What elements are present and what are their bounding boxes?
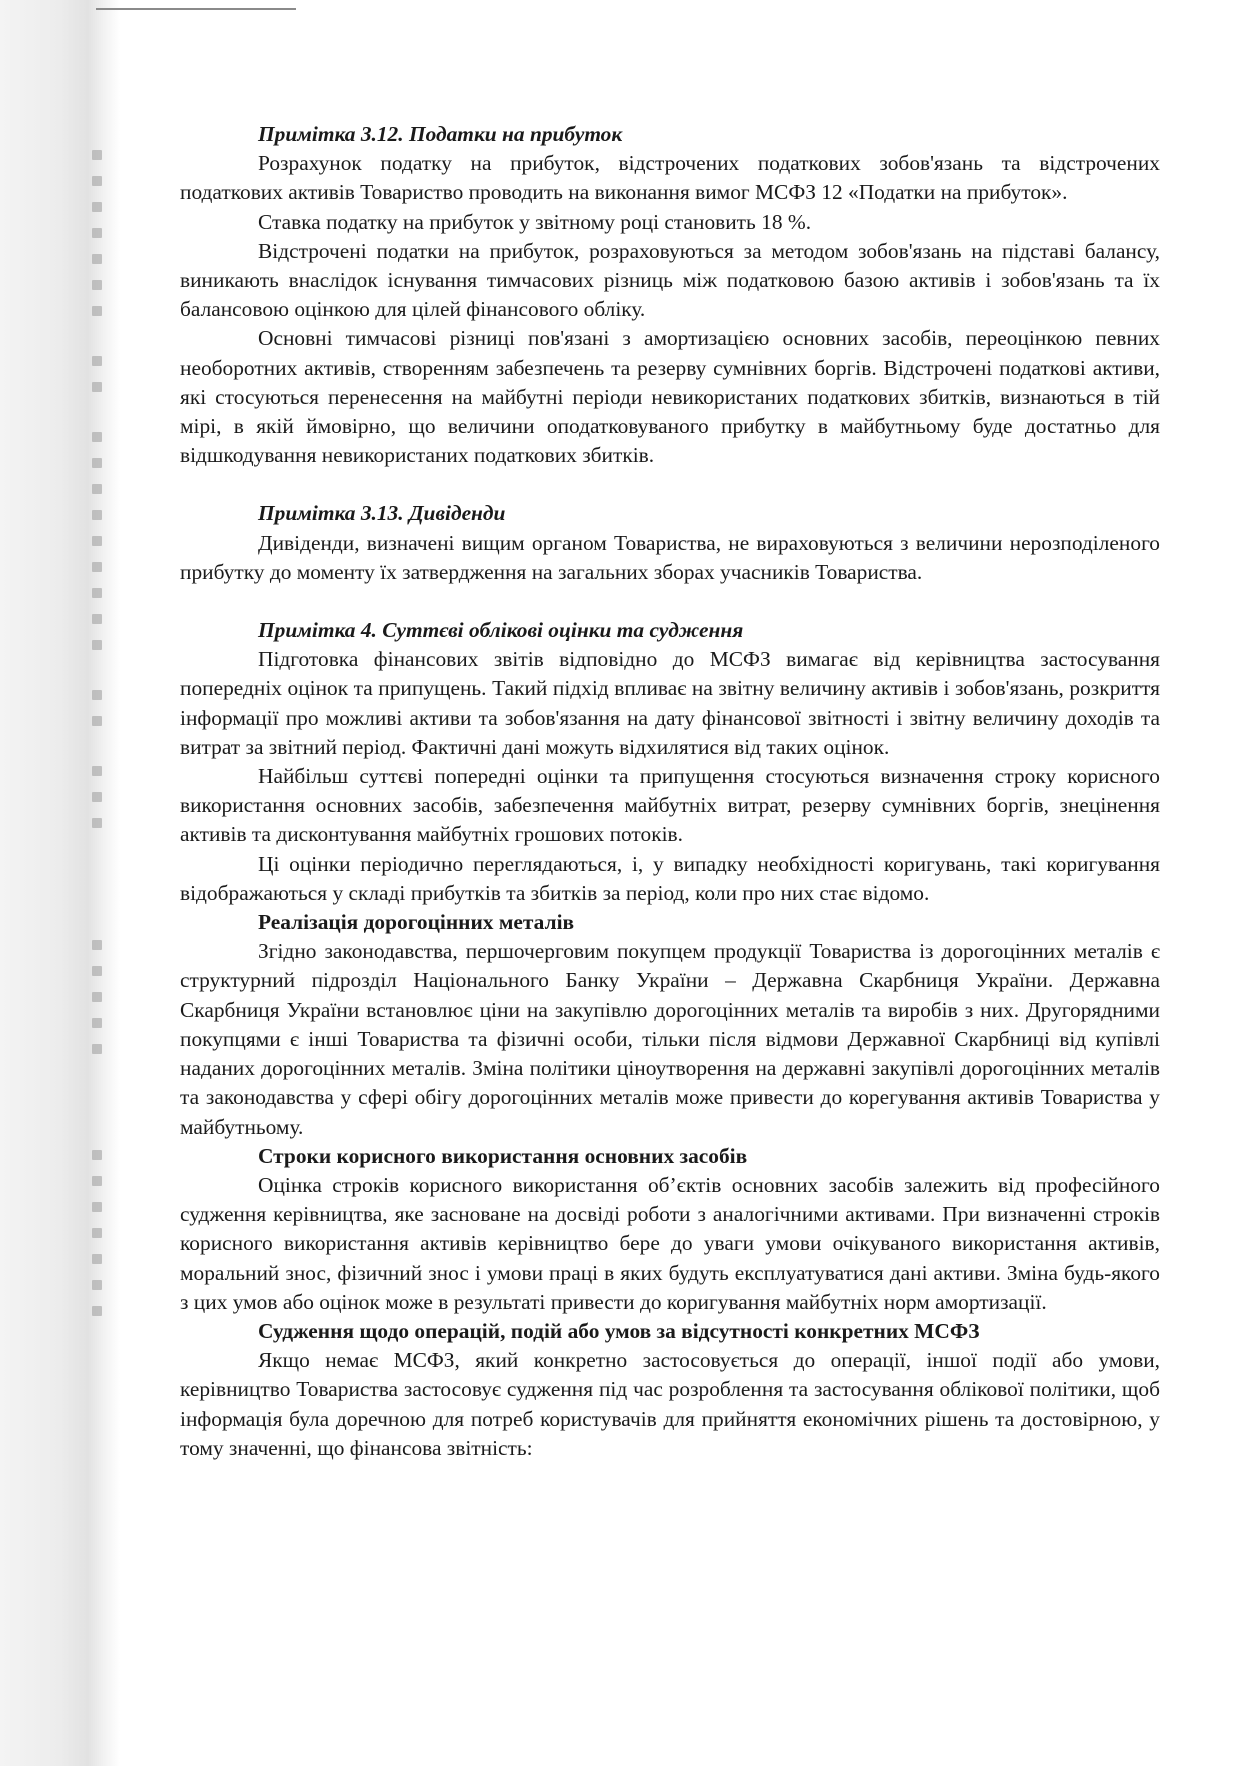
section-heading: Примітка 3.12. Податки на прибуток — [258, 122, 623, 146]
scan-artifact-mark — [92, 536, 102, 546]
scan-artifact-mark — [92, 280, 102, 290]
scan-artifact-mark — [92, 176, 102, 186]
scan-artifact-mark — [92, 458, 102, 468]
scan-artifact-mark — [92, 1228, 102, 1238]
scan-artifact-mark — [92, 818, 102, 828]
scan-artifact-mark — [92, 510, 102, 520]
scan-artifact-mark — [92, 1150, 102, 1160]
scan-artifact-mark — [92, 640, 102, 650]
subsection-judgements — [180, 1317, 1160, 1463]
scan-artifact-mark — [92, 1202, 102, 1212]
scan-artifact-mark — [92, 966, 102, 976]
scan-top-line — [96, 8, 296, 10]
scan-artifact-mark — [92, 792, 102, 802]
scan-artifact-mark — [92, 716, 102, 726]
scan-artifact-mark — [92, 356, 102, 366]
scan-artifact-mark — [92, 254, 102, 264]
paragraph: Розрахунок податку на прибуток, відстрочених податкових зобов'язань та відстрочених податкових активів Товариство проводить на виконання вимог МСФЗ 12 «Податки на прибуток». — [180, 151, 1160, 205]
paragraph: Ставка податку на прибуток у звітному році становить 18 %. — [258, 209, 812, 234]
paragraph: Підготовка фінансових звітів відповідно до МСФЗ вимагає від керівництва застосування попередніх оцінок та припущень. Такий підхід впливає на звітну величину активів і зобов'язань, розкриття інформації про можливі активи та зобов'язання на дату фінансової звітності і звітну величину доходів та витрат за звітний період. Фактичні дані можуть відхилятися від таких оцінок. — [180, 647, 1160, 759]
scan-margin-marks — [92, 150, 116, 1400]
scan-artifact-mark — [92, 484, 102, 494]
section-gap — [180, 470, 1160, 499]
scan-artifact-mark — [92, 150, 102, 160]
scan-artifact-mark — [92, 1044, 102, 1054]
scan-artifact-mark — [92, 306, 102, 316]
paragraph: Згідно законодавства, першочерговим покупцем продукції Товариства із дорогоцінних металів є структурний підрозділ Національного Банку України – Державна Скарбниця України. Державна Скарбниця України встановлює ціни на закупівлю дорогоцінних металів та виробів з них. Другорядними покупцями є інші Товариства та фізичні особи, тільки після відмови Державної Скарбниці від купівлі наданих дорогоцінних металів. Зміна політики ціноутворення на державні закупівлі дорогоцінних металів та законодавства у сфері обігу дорогоцінних металів може привести до корегування активів Товариства у майбутньому. — [180, 939, 1160, 1139]
scan-artifact-mark — [92, 992, 102, 1002]
paragraph: Відстрочені податки на прибуток, розраховуються за методом зобов'язань на підставі балансу, виникають внаслідок існування тимчасових різниць між податковою базою активів і зобов'язань та їх балансовою оцінкою для цілей фінансового обліку. — [180, 238, 1160, 322]
scan-artifact-mark — [92, 1280, 102, 1290]
subsection-heading: Судження щодо операцій, подій або умов за відсутності конкретних МСФЗ — [258, 1318, 980, 1343]
paragraph: Основні тимчасові різниці пов'язані з амортизацією основних засобів, переоцінкою певних необоротних активів, створенням забезпечень та резерву сумнівних боргів. Відстрочені податкові активи, які стосуються перенесення на майбутні періоди невикористаних податкових збитків, визнаються в тій мірі, в якій ймовірно, що величини оподатковуваного прибутку в майбутньому буде достатньо для відшкодування невикористаних податкових збитків. — [180, 326, 1160, 468]
paragraph: Дивіденди, визначені вищим органом Товариства, не вираховуються з величини нерозподіленого прибутку до моменту їх затвердження на загальних зборах учасників Товариства. — [180, 530, 1160, 584]
scan-artifact-mark — [92, 1018, 102, 1028]
scan-artifact-mark — [92, 588, 102, 598]
scan-artifact-mark — [92, 562, 102, 572]
scan-artifact-mark — [92, 1306, 102, 1316]
section-gap — [180, 587, 1160, 616]
paragraph: Якщо немає МСФЗ, який конкретно застосовується до операції, іншої події або умови, керівництво Товариства застосовує судження під час розроблення та застосування облікової політики, щоб інформація була доречною для потреб користувачів для прийняття економічних рішень та достовірною, у тому значенні, що фінансова звітність: — [180, 1348, 1160, 1460]
scan-artifact-mark — [92, 940, 102, 950]
section-dividends — [180, 499, 1160, 587]
section-heading: Примітка 4. Суттєві облікові оцінки та судження — [258, 618, 744, 643]
paragraph: Оцінка строків корисного використання об’єктів основних засобів залежить від професійного судження керівництва, яке засноване на досвіді роботи з аналогічними активами. При визначенні строків корисного використання активів керівництво бере до уваги умови очікуваного використання активів, моральний знос, фізичний знос і умови праці в яких будуть експлуатуватися дані активи. Зміна будь-якого з цих умов або оцінок може в результаті привести до коригування майбутніх норм амортизації. — [180, 1172, 1160, 1314]
section-heading: Примітка 3.13. Дивіденди — [258, 501, 506, 526]
subsection-useful-life — [180, 1142, 1160, 1317]
document-body — [180, 120, 1160, 1463]
paragraph: Найбільш суттєві попередні оцінки та припущення стосуються визначення строку корисного використання основних засобів, забезпечення майбутніх витрат, резерву сумнівних боргів, знецінення активів та дисконтування майбутніх грошових потоків. — [180, 764, 1160, 847]
paragraph: Ці оцінки періодично переглядаються, і, у випадку необхідності коригувань, такі коригування відображаються у складі прибутків та збитків за період, коли про них стає відомо. — [180, 851, 1160, 905]
section-income-tax — [180, 120, 1160, 470]
scan-artifact-mark — [92, 614, 102, 624]
scan-artifact-mark — [92, 690, 102, 700]
scan-artifact-mark — [92, 202, 102, 212]
subsection-precious-metals — [180, 908, 1160, 1142]
scan-artifact-mark — [92, 432, 102, 442]
scan-artifact-mark — [92, 1254, 102, 1264]
scan-artifact-mark — [92, 382, 102, 392]
subsection-heading: Строки корисного використання основних засобів — [258, 1143, 748, 1168]
subsection-heading: Реалізація дорогоцінних металів — [258, 910, 575, 935]
section-estimates — [180, 616, 1160, 1463]
scan-artifact-mark — [92, 766, 102, 776]
scan-artifact-mark — [92, 1176, 102, 1186]
scan-artifact-mark — [92, 228, 102, 238]
